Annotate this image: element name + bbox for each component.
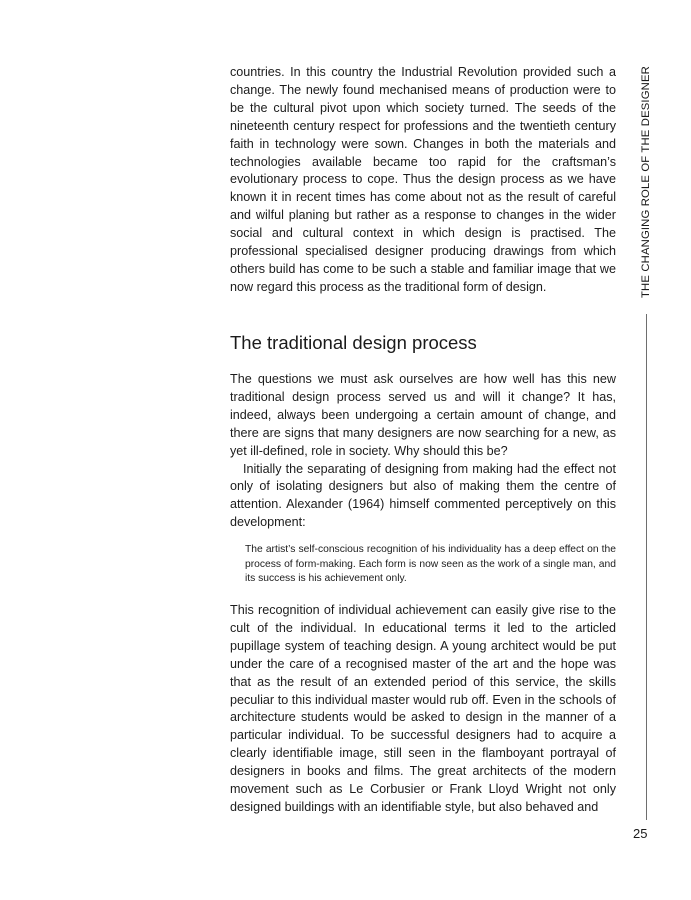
paragraph-3: This recognition of individual achievement can easily give rise to the cult of the individual. In educational terms it led to the articled pupillage system of teaching design. A young architect would be put under the care of a recognised master of the art and the hope was that as the result of an extended period of this service, the skills peculiar to this individual master would rub off. Even in the schools of architecture students would be asked to design in the manner of a particular individual. To be successful designers had to acquire a clearly identifiable image, still seen in the flamboyant portrayal of designers in books and films. The great architects of the modern movement such as Le Corbusier or Frank Lloyd Wright not only designed buildings with an identifiable style, but also behaved and [230,603,616,814]
body-text-block [230,371,616,532]
intro-paragraph: countries. In this country the Industrial Revolution provided such a change. The newly found mechanised means of production were to be the cultural pivot upon which society turned. The seeds of the nineteenth century respect for professions and the twentieth century faith in technology were sown. Changes in both the materials and technologies available became too rapid for the craftsman’s evolutionary process to cope. Thus the design process as we have known it in recent times has come about not as the result of careful and wilful planing but rather as a response to changes in the wider social and cultural context in which design is practised. The professional specialised designer producing drawings from which others build has come to be such a stable and familiar image that we now regard this process as the traditional form of design. [230,65,616,294]
page-number: 25 [633,826,648,841]
margin-rule [646,314,647,820]
block-quote: The artist’s self-conscious recognition of his individuality has a deep effect on the process of form-making. Each form is now seen as the work of a single man, and its success is his achievement only. [245,544,616,585]
paragraph-2: Initially the separating of designing from making had the effect not only of isolating designers but also of making them the centre of attention. Alexander (1964) himself commented perceptively on this development: [230,461,616,530]
running-header: THE CHANGING ROLE OF THE DESIGNER [640,66,652,298]
section-heading: The traditional design process [230,332,477,353]
paragraph-1: The questions we must ask ourselves are how well has this new traditional design process served us and will it change? It has, indeed, always been undergoing a certain amount of change, and there are signs that many designers are now searching for a new, as yet ill-defined, role in society. Why should this be? [230,372,616,458]
